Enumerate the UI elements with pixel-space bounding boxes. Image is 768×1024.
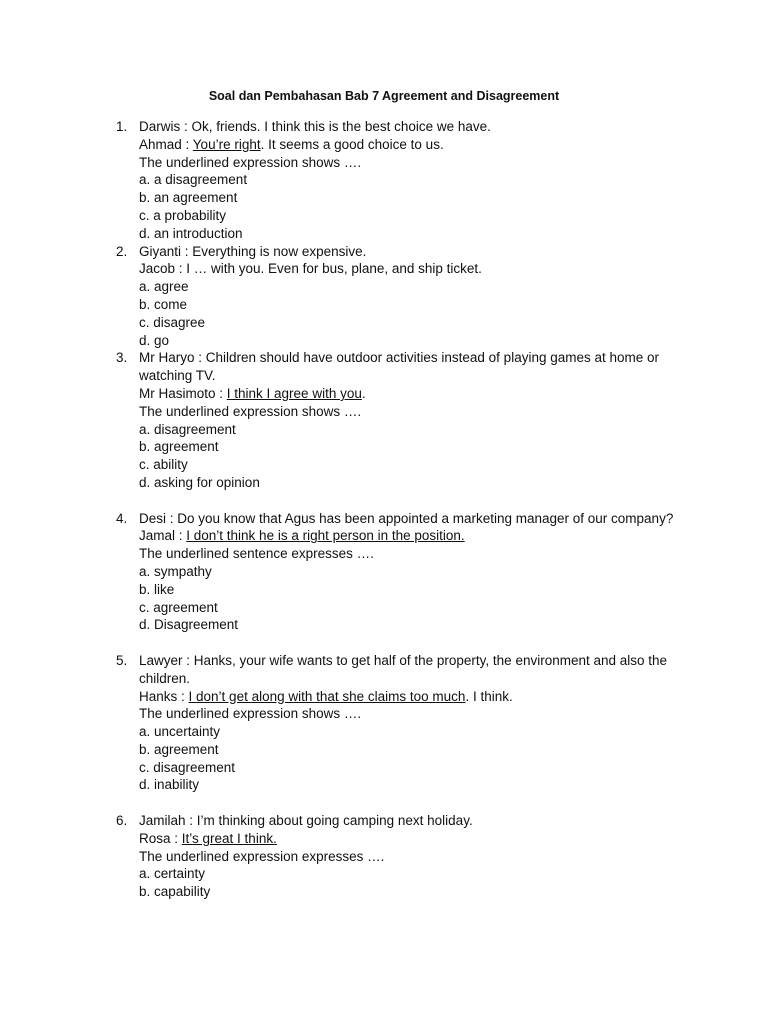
- question-6: [0, 812, 768, 901]
- underlined-expression: I don’t get along with that she claims too much: [188, 688, 466, 704]
- dialogue-line: [139, 136, 708, 154]
- dialogue-line: Jamilah : I’m thinking about going camping next holiday.: [139, 813, 473, 829]
- question-number: 4.: [116, 510, 128, 526]
- option-a: a. a disagreement: [139, 172, 248, 188]
- spacer: [0, 634, 768, 652]
- question-3: [0, 349, 768, 491]
- option-a: a. agree: [139, 279, 189, 295]
- underlined-expression: I think I agree with you: [226, 385, 362, 401]
- option-c: c. disagree: [139, 314, 206, 330]
- option-c: c. disagreement: [139, 759, 236, 775]
- dialogue-line: Lawyer : Hanks, your wife wants to get half of the property, the environment and also the children.: [139, 652, 668, 686]
- option-c: c. agreement: [139, 599, 218, 615]
- underlined-expression: You’re right: [192, 136, 261, 152]
- question-number: 5.: [116, 652, 128, 668]
- question-number: 3.: [116, 350, 128, 366]
- option-b: b. come: [139, 296, 188, 312]
- spacer: [0, 794, 768, 812]
- question-1: [0, 118, 768, 243]
- question-number: 6.: [116, 813, 128, 829]
- line-suffix: . I think.: [465, 688, 513, 704]
- question-number: 2.: [116, 243, 128, 259]
- option-b: b. like: [139, 581, 175, 597]
- option-a: a. sympathy: [139, 563, 212, 579]
- question-prompt: The underlined sentence expresses ….: [139, 546, 374, 562]
- line-suffix: .: [361, 385, 366, 401]
- dialogue-line: Jacob : I … with you. Even for bus, plane, and ship ticket.: [139, 261, 482, 277]
- speaker-prefix: Jamal :: [139, 528, 187, 544]
- question-prompt: The underlined expression shows ….: [139, 706, 362, 722]
- speaker-prefix: Rosa :: [139, 830, 182, 846]
- option-c: c. ability: [139, 457, 188, 473]
- option-d: d. go: [139, 332, 170, 348]
- option-a: a. uncertainty: [139, 724, 221, 740]
- question-number: 1.: [116, 119, 128, 134]
- option-c: c. a probability: [139, 207, 227, 223]
- option-b: b. capability: [139, 884, 211, 900]
- underlined-expression: I don’t think he is a right person in the position.: [186, 528, 465, 544]
- dialogue-line: Giyanti : Everything is now expensive.: [139, 243, 367, 259]
- dialogue-line: [139, 527, 708, 545]
- option-b: b. agreement: [139, 741, 219, 757]
- question-prompt: The underlined expression expresses ….: [139, 848, 385, 864]
- speaker-prefix: Hanks :: [139, 688, 189, 704]
- question-list: [0, 118, 768, 901]
- dialogue-line: Desi : Do you know that Agus has been appointed a marketing manager of our company?: [139, 510, 674, 526]
- option-a: a. disagreement: [139, 421, 236, 437]
- dialogue-line: [139, 688, 708, 706]
- dialogue-line: [139, 385, 708, 403]
- question-prompt: The underlined expression shows ….: [139, 403, 362, 419]
- speaker-prefix: Mr Hasimoto :: [139, 385, 227, 401]
- option-b: b. agreement: [139, 439, 219, 455]
- dialogue-line: Mr Haryo : Children should have outdoor activities instead of playing games at home or watching TV.: [139, 350, 660, 384]
- option-d: d. Disagreement: [139, 617, 239, 633]
- underlined-expression: It’s great I think.: [181, 830, 277, 846]
- dialogue-line: [139, 830, 708, 848]
- option-d: d. asking for opinion: [139, 474, 260, 490]
- option-b: b. an agreement: [139, 190, 238, 206]
- question-2: [0, 243, 768, 350]
- dialogue-line: Darwis : Ok, friends. I think this is the best choice we have.: [139, 119, 491, 134]
- speaker-prefix: Ahmad :: [139, 136, 193, 152]
- option-d: d. an introduction: [139, 225, 243, 241]
- question-4: [0, 510, 768, 635]
- question-prompt: The underlined expression shows ….: [139, 154, 362, 170]
- option-a: a. certainty: [139, 866, 206, 882]
- line-suffix: . It seems a good choice to us.: [260, 136, 444, 152]
- spacer: [0, 492, 768, 510]
- document-title: Soal dan Pembahasan Bab 7 Agreement and Disagreement: [208, 89, 560, 103]
- question-5: [0, 652, 768, 794]
- option-d: d. inability: [139, 777, 200, 793]
